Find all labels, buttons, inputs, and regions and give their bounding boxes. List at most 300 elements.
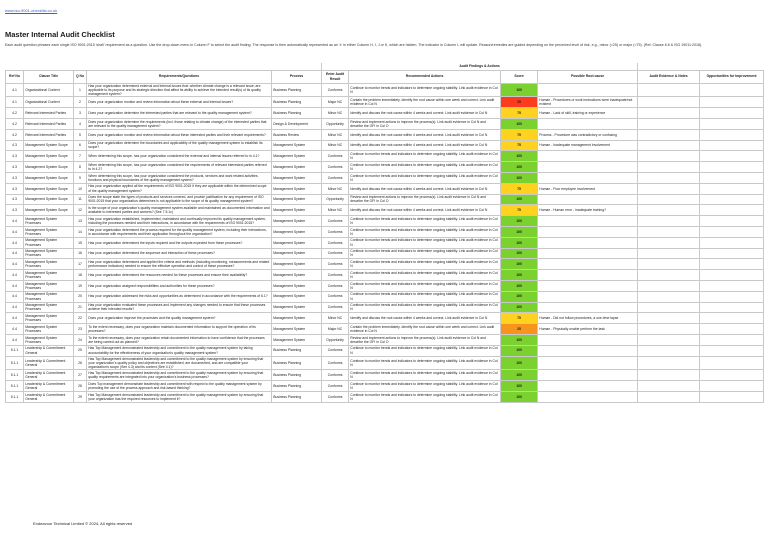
cell-clause-title: Leadership & Commitment General [24,381,74,392]
cell-score: 100 [501,270,538,281]
cell-root-cause[interactable] [538,259,638,270]
cell-opportunity[interactable] [700,205,764,216]
cell-opportunity[interactable] [700,183,764,194]
col-header-ref: Ref No [6,70,24,83]
cell-opportunity[interactable] [700,97,764,108]
cell-question: Has your organization determined and applied the criteria and methods (including monitoring, measurements and related performance indicators) needed to ensure the effective operation and control of these processes? [87,259,272,270]
cell-audit-evidence[interactable] [638,108,700,119]
cell-root-cause[interactable] [538,356,638,370]
cell-ref: 4.4 [6,302,24,313]
cell-audit-result-select[interactable]: Conforms [322,356,349,370]
cell-question-number: 5 [74,129,87,140]
group-header-audit-findings: Audit Findings & Actions [322,63,638,70]
cell-audit-result-select[interactable]: Conforms [322,172,349,183]
cell-audit-evidence[interactable] [638,291,700,302]
cell-score: 100 [501,83,538,97]
table-row [6,83,764,97]
cell-clause-title: Relevant Interested Parties [24,118,74,129]
cell-audit-result-select[interactable]: Conforms [322,162,349,173]
cell-process: Management System [272,140,322,151]
cell-score: 100 [501,172,538,183]
cell-process: Design & Development [272,118,322,129]
cell-audit-result-select[interactable]: Minor NC [322,183,349,194]
table-row [6,334,764,345]
cell-audit-result-select[interactable]: Conforms [322,83,349,97]
col-header-root-cause: Possible Root cause [538,70,638,83]
cell-opportunity[interactable] [700,162,764,173]
cell-audit-evidence[interactable] [638,172,700,183]
cell-ref: 5.1.1 [6,370,24,381]
cell-question-number: 14 [74,226,87,237]
cell-score: 100 [501,334,538,345]
cell-root-cause[interactable] [538,151,638,162]
cell-score: 25 [501,97,538,108]
table-row [6,183,764,194]
col-header-qno: Q No [74,70,87,83]
cell-audit-result-select[interactable]: Conforms [322,237,349,248]
cell-score: 75 [501,140,538,151]
cell-audit-evidence[interactable] [638,392,700,403]
cell-opportunity[interactable] [700,226,764,237]
cell-audit-evidence[interactable] [638,129,700,140]
cell-question-number: 4 [74,118,87,129]
cell-root-cause[interactable]: Human - Lack of skill, training or experience [538,108,638,119]
page-title: Master Internal Audit Checklist [5,30,115,39]
cell-audit-evidence[interactable] [638,194,700,205]
cell-question-number: 3 [74,108,87,119]
cell-recommended-action: Continue to monitor trends and indicators to determine ongoing stability. Link audit evidence in Col N [349,151,501,162]
table-row [6,129,764,140]
cell-root-cause[interactable]: Process - Procedure was contradictory or confusing [538,129,638,140]
cell-question: Has your organization determined the process required for the quality management system, including their interactions, in accordance with requirements and their application throughout the organization? [87,226,272,237]
cell-opportunity[interactable] [700,370,764,381]
cell-opportunity[interactable] [700,248,764,259]
cell-audit-evidence[interactable] [638,356,700,370]
cell-root-cause[interactable]: Human - Poor employee involvement [538,183,638,194]
cell-question: When determining this scope, has your organization considered the products, services and work related activities, functions and physical boundaries of the quality management system? [87,172,272,183]
cell-process: Business Planning [272,97,322,108]
cell-question: Has your organization addressed the risks and opportunities as determined in accordance with the requirements of 6.1? [87,291,272,302]
cell-clause-title: Leadership & Commitment General [24,392,74,403]
cell-root-cause[interactable] [538,381,638,392]
cell-opportunity[interactable] [700,108,764,119]
col-header-requirements: Requirements/Questions [87,70,272,83]
cell-audit-result-select[interactable]: Conforms [322,270,349,281]
cell-clause-title: Management System Scope [24,140,74,151]
cell-recommended-action: Continue to monitor trends and indicators to determine ongoing stability. Link audit evidence in Col N [349,259,501,270]
footer-copyright: Endeavour Technical Limited © 2024, All rights reserved [33,521,133,526]
cell-question: Has your organization applied all the requirements of ISO 9001:2015 if they are applicable within the determined scope of the quality management system? [87,183,272,194]
cell-recommended-action: Continue to monitor trends and indicators to determine ongoing stability. Link audit evidence in Col N [349,356,501,370]
cell-opportunity[interactable] [700,151,764,162]
cell-clause-title: Leadership & Commitment General [24,345,74,356]
cell-question: Has Top Management demonstrated leadership and commitment to the quality management system by ensuring that your organization's quality policy and objectives are established, are documented, and are compatible your organization's scope (See 4.3) and its context (See 4.1)? [87,356,272,370]
cell-opportunity[interactable] [700,356,764,370]
cell-opportunity[interactable] [700,194,764,205]
cell-score: 100 [501,302,538,313]
cell-question: Has your organization determined the inputs required and the outputs expected from these processes? [87,237,272,248]
cell-audit-evidence[interactable] [638,370,700,381]
cell-question: Does your organization improve the processes and the quality management system? [87,313,272,324]
cell-audit-result-select[interactable]: Minor NC [322,205,349,216]
cell-root-cause[interactable] [538,302,638,313]
cell-root-cause[interactable] [538,270,638,281]
cell-root-cause[interactable]: Human - Physically unable perform the task [538,324,638,335]
cell-process: Business Planning [272,108,322,119]
cell-opportunity[interactable] [700,313,764,324]
cell-audit-result-select[interactable]: Conforms [322,291,349,302]
cell-recommended-action: Continue to monitor trends and indicators to determine ongoing stability. Link audit evidence in Col N [349,270,501,281]
cell-ref: 4.4 [6,259,24,270]
cell-audit-evidence[interactable] [638,248,700,259]
cell-ref: 4.4 [6,270,24,281]
cell-root-cause[interactable] [538,392,638,403]
cell-recommended-action: Continue to monitor trends and indicators to determine ongoing stability. Link audit evidence in Col N [349,291,501,302]
table-row [6,140,764,151]
cell-recommended-action: Continue to monitor trends and indicators to determine ongoing stability. Link audit evidence in Col N [349,370,501,381]
cell-score: 100 [501,381,538,392]
cell-opportunity[interactable] [700,302,764,313]
cell-root-cause[interactable] [538,248,638,259]
cell-audit-evidence[interactable] [638,345,700,356]
cell-opportunity[interactable] [700,334,764,345]
cell-audit-evidence[interactable] [638,183,700,194]
cell-audit-evidence[interactable] [638,205,700,216]
cell-question-number: 15 [74,237,87,248]
table-row [6,151,764,162]
cell-root-cause[interactable] [538,370,638,381]
cell-audit-evidence[interactable] [638,226,700,237]
cell-opportunity[interactable] [700,392,764,403]
cell-process: Management System [272,183,322,194]
cell-question: Does the scope state the types of products and services covered, and provide justification for any requirement of ISO 9001:2015 that your organization determines is not applicable to the scope of its quality management system? [87,194,272,205]
cell-ref: 4.4 [6,248,24,259]
cell-question-number: 10 [74,183,87,194]
cell-process: Management System [272,270,322,281]
cell-audit-evidence[interactable] [638,162,700,173]
cell-score: 100 [501,237,538,248]
cell-root-cause[interactable] [538,194,638,205]
cell-ref: 4.2 [6,118,24,129]
cell-audit-result-select[interactable]: Conforms [322,216,349,227]
cell-question-number: 18 [74,270,87,281]
cell-opportunity[interactable] [700,291,764,302]
cell-question-number: 6 [74,140,87,151]
cell-audit-evidence[interactable] [638,324,700,335]
cell-audit-evidence[interactable] [638,140,700,151]
cell-audit-evidence[interactable] [638,381,700,392]
cell-clause-title: Management System Processes [24,270,74,281]
cell-audit-result-select[interactable]: Conforms [322,226,349,237]
cell-ref: 4.1 [6,83,24,97]
cell-recommended-action: Identify and discuss the root cause within 4 weeks and correct. Link audit evidence in Col N [349,183,501,194]
cell-question: Has Top Management demonstrated leadership and commitment to the quality management system by ensuring that your organization has the required resources to implement it? [87,392,272,403]
cell-process: Management System [272,237,322,248]
cell-audit-result-select[interactable]: Conforms [322,280,349,291]
table-row [6,324,764,335]
cell-score: 100 [501,259,538,270]
cell-clause-title: Management System Processes [24,237,74,248]
cell-opportunity[interactable] [700,270,764,281]
cell-root-cause[interactable] [538,291,638,302]
cell-clause-title: Management System Processes [24,216,74,227]
table-row [6,194,764,205]
cell-process: Management System [272,172,322,183]
cell-question-number: 27 [74,370,87,381]
cell-audit-evidence[interactable] [638,216,700,227]
table-row [6,205,764,216]
table-row [6,162,764,173]
cell-clause-title: Management System Processes [24,302,74,313]
cell-process: Management System [272,205,322,216]
cell-audit-evidence[interactable] [638,280,700,291]
cell-score: 100 [501,194,538,205]
cell-audit-evidence[interactable] [638,151,700,162]
cell-clause-title: Leadership & Commitment General [24,370,74,381]
cell-audit-result-select[interactable]: Conforms [322,345,349,356]
cell-audit-result-select[interactable]: Opportunity [322,194,349,205]
cell-opportunity[interactable] [700,259,764,270]
cell-root-cause[interactable] [538,118,638,129]
cell-ref: 4.4 [6,291,24,302]
cell-audit-result-select[interactable]: Opportunity [322,118,349,129]
cell-question: Does your organization monitor and review information about these external and internal issues? [87,97,272,108]
cell-score: 75 [501,205,538,216]
cell-opportunity[interactable] [700,83,764,97]
cell-audit-evidence[interactable] [638,302,700,313]
cell-process: Business Planning [272,392,322,403]
cell-question: To the extent necessary, does your organization retain documented information to have confidence that the processes are being carried out as planned? [87,334,272,345]
table-row [6,381,764,392]
cell-process: Management System [272,291,322,302]
cell-process: Management System [272,248,322,259]
cell-clause-title: Leadership & Commitment General [24,356,74,370]
cell-recommended-action: Continue to monitor trends and indicators to determine ongoing stability. Link audit evidence in Col N [349,280,501,291]
cell-root-cause[interactable] [538,237,638,248]
table-row [6,280,764,291]
cell-opportunity[interactable] [700,237,764,248]
cell-root-cause[interactable]: Human - Human error - inadequate training? [538,205,638,216]
cell-root-cause[interactable] [538,345,638,356]
cell-clause-title: Management System Scope [24,194,74,205]
cell-root-cause[interactable]: Human - Procedures or work instructions were inadequate/not existent [538,97,638,108]
cell-opportunity[interactable] [700,345,764,356]
cell-question: Has your organization determined the resources needed for these processes and ensure their availability? [87,270,272,281]
cell-audit-result-select[interactable]: Conforms [322,381,349,392]
cell-ref: 5.1.1 [6,381,24,392]
table-row [6,97,764,108]
table-row [6,270,764,281]
table-row [6,345,764,356]
cell-root-cause[interactable] [538,162,638,173]
cell-audit-result-select[interactable]: Conforms [322,151,349,162]
cell-root-cause[interactable] [538,216,638,227]
cell-ref: 4.3 [6,194,24,205]
cell-question: Is the scope of your organization's quality management system available and maintained as documented information and available to interested parties and workers? (See 7.5.1c) [88,205,270,215]
cell-recommended-action: Continue to monitor trends and indicators to determine ongoing stability. Link audit evidence in Col N [349,345,501,356]
cell-opportunity[interactable] [700,140,764,151]
url-link[interactable]: www.iso-9001-checklist.co.uk [5,8,58,13]
cell-score: 100 [501,216,538,227]
cell-question-number: 24 [74,334,87,345]
cell-opportunity[interactable] [700,129,764,140]
cell-recommended-action: Continue to monitor trends and indicators to determine ongoing stability. Link audit evidence in Col N [349,83,501,97]
cell-question-number: 2 [74,97,87,108]
cell-score: 100 [501,162,538,173]
cell-recommended-action: Continue to monitor trends and indicators to determine ongoing stability. Link audit evidence in Col N [349,248,501,259]
cell-ref: 4.4 [6,226,24,237]
cell-score: 100 [501,151,538,162]
cell-root-cause[interactable]: Human - Did not follow procedures, a one-time lapse [538,313,638,324]
cell-process: Business Review [272,129,322,140]
cell-process: Business Planning [272,83,322,97]
cell-clause-title: Management System Processes [24,291,74,302]
cell-recommended-action: Continue to monitor trends and indicators to determine ongoing stability. Link audit evidence in Col N [349,162,501,173]
cell-opportunity[interactable] [700,324,764,335]
cell-ref: 5.1.1 [6,356,24,370]
cell-recommended-action: Continue to monitor trends and indicators to determine ongoing stability. Link audit evidence in Col N [349,381,501,392]
cell-audit-result-select[interactable]: Minor NC [322,129,349,140]
cell-question: When determining this scope, has your organization considered the external and internal issues referred to in 4.1? [87,151,272,162]
cell-audit-result-select[interactable]: Major NC [322,324,349,335]
cell-audit-evidence[interactable] [638,83,700,97]
cell-question: Does your organization determine the interested parties that are relevant to the quality management system? [87,108,272,119]
table-row [6,259,764,270]
cell-root-cause[interactable] [538,172,638,183]
cell-score: 100 [501,118,538,129]
cell-score: 100 [501,356,538,370]
cell-question-number: 17 [74,259,87,270]
cell-audit-evidence[interactable] [638,334,700,345]
cell-ref: 4.4 [6,280,24,291]
table-row [6,302,764,313]
cell-opportunity[interactable] [700,280,764,291]
cell-root-cause[interactable] [538,334,638,345]
cell-score: 100 [501,345,538,356]
cell-audit-result-select[interactable]: Conforms [322,248,349,259]
cell-opportunity[interactable] [700,118,764,129]
cell-question: Has your organization determined the sequence and interaction of these processes? [87,248,272,259]
cell-audit-result-select[interactable]: Opportunity [322,334,349,345]
cell-audit-evidence[interactable] [638,313,700,324]
cell-audit-result-select[interactable]: Major NC [322,97,349,108]
cell-process: Management System [272,324,322,335]
cell-recommended-action: Contain the problem immediately. Identify the root cause within one week and correct. Link audit evidence in Col N [349,97,501,108]
cell-audit-result-select[interactable]: Conforms [322,302,349,313]
cell-question-number: 22 [74,313,87,324]
cell-audit-evidence[interactable] [638,270,700,281]
cell-question: Has Top Management demonstrated leadership and commitment to the quality management system by taking accountability for the effectiveness of your organization's quality management system? [87,345,272,356]
cell-opportunity[interactable] [700,172,764,183]
cell-recommended-action: Contain the problem immediately. Identify the root cause within one week and correct. Link audit evidence in Col N [349,324,501,335]
cell-clause-title: Management System Scope [24,172,74,183]
cell-ref: 4.3 [6,151,24,162]
cell-question-number: 29 [74,392,87,403]
cell-clause-title: Management System Processes [24,334,74,345]
cell-clause-title: Management System Processes [24,248,74,259]
cell-audit-evidence[interactable] [638,237,700,248]
cell-question-number: 12 [74,205,87,216]
cell-question-number: 19 [74,280,87,291]
cell-recommended-action: Continue to monitor trends and indicators to determine ongoing stability. Link audit evidence in Col N [349,216,501,227]
cell-question: Has Top Management demonstrated leadership and commitment to the quality management system by ensuring that quality requirements are integrated into your organization's business processes? [87,370,272,381]
cell-process: Management System [272,334,322,345]
cell-recommended-action: Continue to monitor trends and indicators to determine ongoing stability. Link audit evidence in Col N [349,172,501,183]
cell-clause-title: Management System Scope [24,205,74,216]
cell-score: 25 [501,324,538,335]
col-header-clause: Clause Title [24,70,74,83]
cell-recommended-action: Identify and discuss the root cause within 4 weeks and correct. Link audit evidence in Col N [349,205,501,216]
cell-question-number: 1 [74,83,87,97]
cell-audit-evidence[interactable] [638,118,700,129]
cell-recommended-action: Continue to monitor trends and indicators to determine ongoing stability. Link audit evidence in Col N [349,226,501,237]
cell-score: 75 [501,129,538,140]
cell-score: 100 [501,392,538,403]
cell-audit-evidence[interactable] [638,259,700,270]
table-row [6,237,764,248]
table-row [6,226,764,237]
cell-audit-result-select[interactable]: Minor NC [322,140,349,151]
cell-question-number: 21 [74,302,87,313]
cell-audit-evidence[interactable] [638,97,700,108]
cell-process: Management System [272,194,322,205]
cell-question: Does your organization determine the requirements (incl. those relating to climate change) of the interested parties that are relevant to the quality management system? [87,118,272,129]
cell-audit-result-select[interactable]: Conforms [322,370,349,381]
cell-question: Does your organization monitor and review information about these interested parties and their relevant requirements? [87,129,272,140]
cell-root-cause[interactable]: Human - Inadequate management involvement [538,140,638,151]
cell-clause-title: Relevant Interested Parties [24,108,74,119]
cell-audit-result-select[interactable]: Conforms [322,259,349,270]
table-row [6,108,764,119]
cell-process: Management System [272,280,322,291]
cell-score: 75 [501,183,538,194]
table-row [6,370,764,381]
cell-root-cause[interactable] [538,226,638,237]
cell-audit-result-select[interactable]: Minor NC [322,313,349,324]
col-header-result: Enter Audit Result [322,70,349,83]
cell-ref: 4.4 [6,313,24,324]
cell-opportunity[interactable] [700,216,764,227]
cell-process: Management System [272,259,322,270]
cell-clause-title: Organizational Context [24,83,74,97]
cell-audit-result-select[interactable]: Conforms [322,392,349,403]
cell-process: Business Planning [272,370,322,381]
cell-recommended-action: Continue to monitor trends and indicators to determine ongoing stability. Link audit evidence in Col N [349,392,501,403]
cell-clause-title: Management System Processes [24,259,74,270]
cell-root-cause[interactable] [538,83,638,97]
cell-opportunity[interactable] [700,381,764,392]
table-row [6,291,764,302]
col-header-score: Score [501,70,538,83]
cell-audit-result-select[interactable]: Minor NC [322,108,349,119]
cell-ref: 4.3 [6,183,24,194]
cell-ref: 4.4 [6,216,24,227]
col-header-opportunity: Opportunities for Improvement [700,70,764,83]
cell-recommended-action: Continue to monitor trends and indicators to determine ongoing stability. Link audit evidence in Col N [349,302,501,313]
cell-process: Business Planning [272,381,322,392]
cell-question: Has your organization determined external and internal issues that: whether climate change is a relevant issue; are applicable to its purpose and its strategic direction that affect its ability to achieve the intended result(s) of its quality management system? [87,83,272,97]
cell-ref: 4.4 [6,324,24,335]
cell-question-number: 7 [74,151,87,162]
cell-question: When determining this scope, has your organization considered the requirements of relevant interested parties referred to in 4.2? [87,162,272,173]
cell-recommended-action: Review and implement actions to improve the process(s). Link audit evidence in Col N and describe the OFI in Col O [349,194,501,205]
cell-ref: 4.3 [6,205,24,216]
cell-clause-title: Organizational Context [24,97,74,108]
table-row [6,172,764,183]
cell-root-cause[interactable] [538,280,638,291]
cell-process: Management System [272,151,322,162]
cell-question-number: 25 [74,345,87,356]
